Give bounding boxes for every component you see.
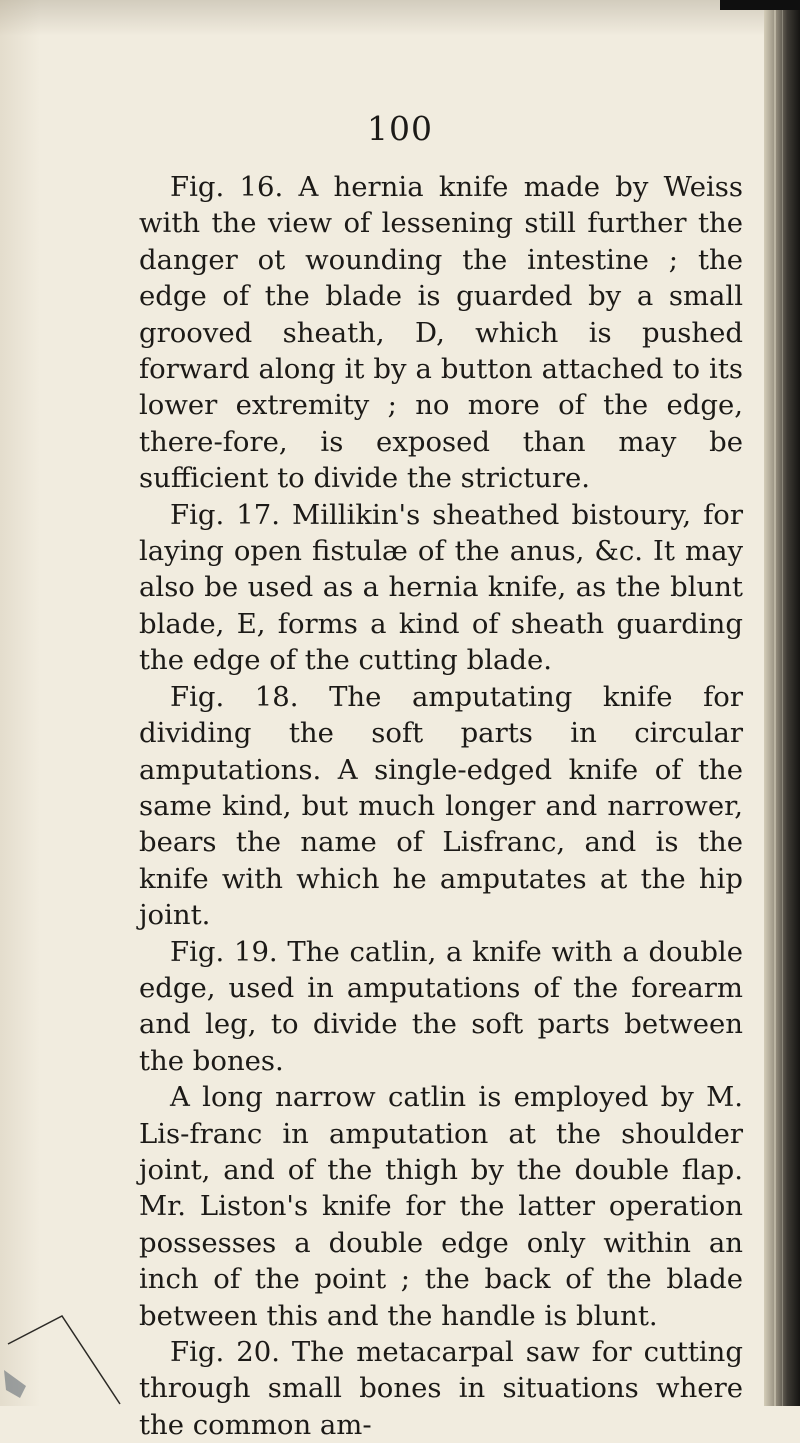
paragraph-fig-20: Fig. 20. The metacarpal saw for cutting through small bones in situations where the common am- — [139, 1336, 743, 1441]
corner-pencil-marks — [0, 1286, 160, 1406]
paragraph-fig-18: Fig. 18. The amputating knife for dividing the soft parts in circular amputations. A single-edged knife of the same kind, but much longer and narrower, bears the name of Lisfranc, and is the knife with which he amputates at the hip joint. — [139, 680, 743, 932]
paragraph-fig-16: Fig. 16. A hernia knife made by Weiss with the view of lessening still further the danger ot wounding the intestine ; the edge of the blade is guarded by a small grooved sheath, D, which is pushed forward along it by a button attached to its lower extremity ; no more of the edge, there-fore, is exposed than may be sufficient to divide the stricture. — [139, 171, 743, 495]
page-left-shadow — [0, 0, 40, 1406]
page-number: 100 — [367, 109, 433, 148]
pencil-stroke-mark — [8, 1316, 120, 1404]
ink-smudge-mark — [4, 1370, 26, 1398]
scan-corner-mark — [720, 0, 800, 10]
paragraph-fig-19: Fig. 19. The catlin, a knife with a double edge, used in amputations of the forearm and leg, to divide the soft parts between the bones. — [139, 935, 743, 1077]
book-binding-edge — [764, 0, 800, 1406]
paragraph-long-catlin: A long narrow catlin is employed by M. Lis-franc in amputation at the shoulder joint, and of the thigh by the double flap. Mr. Liston's knife for the latter operation possesses a double edge only within an inch of the point ; the back of the blade between this and the handle is blunt. — [139, 1081, 743, 1332]
paragraph-fig-17: Fig. 17. Millikin's sheathed bistoury, for laying open fistulæ of the anus, &c. It may also be used as a hernia knife, as the blunt blade, E, forms a kind of sheath guarding the edge of the cutting blade. — [139, 498, 743, 677]
page-top-shadow — [0, 0, 800, 36]
page-body-text — [139, 169, 743, 1443]
